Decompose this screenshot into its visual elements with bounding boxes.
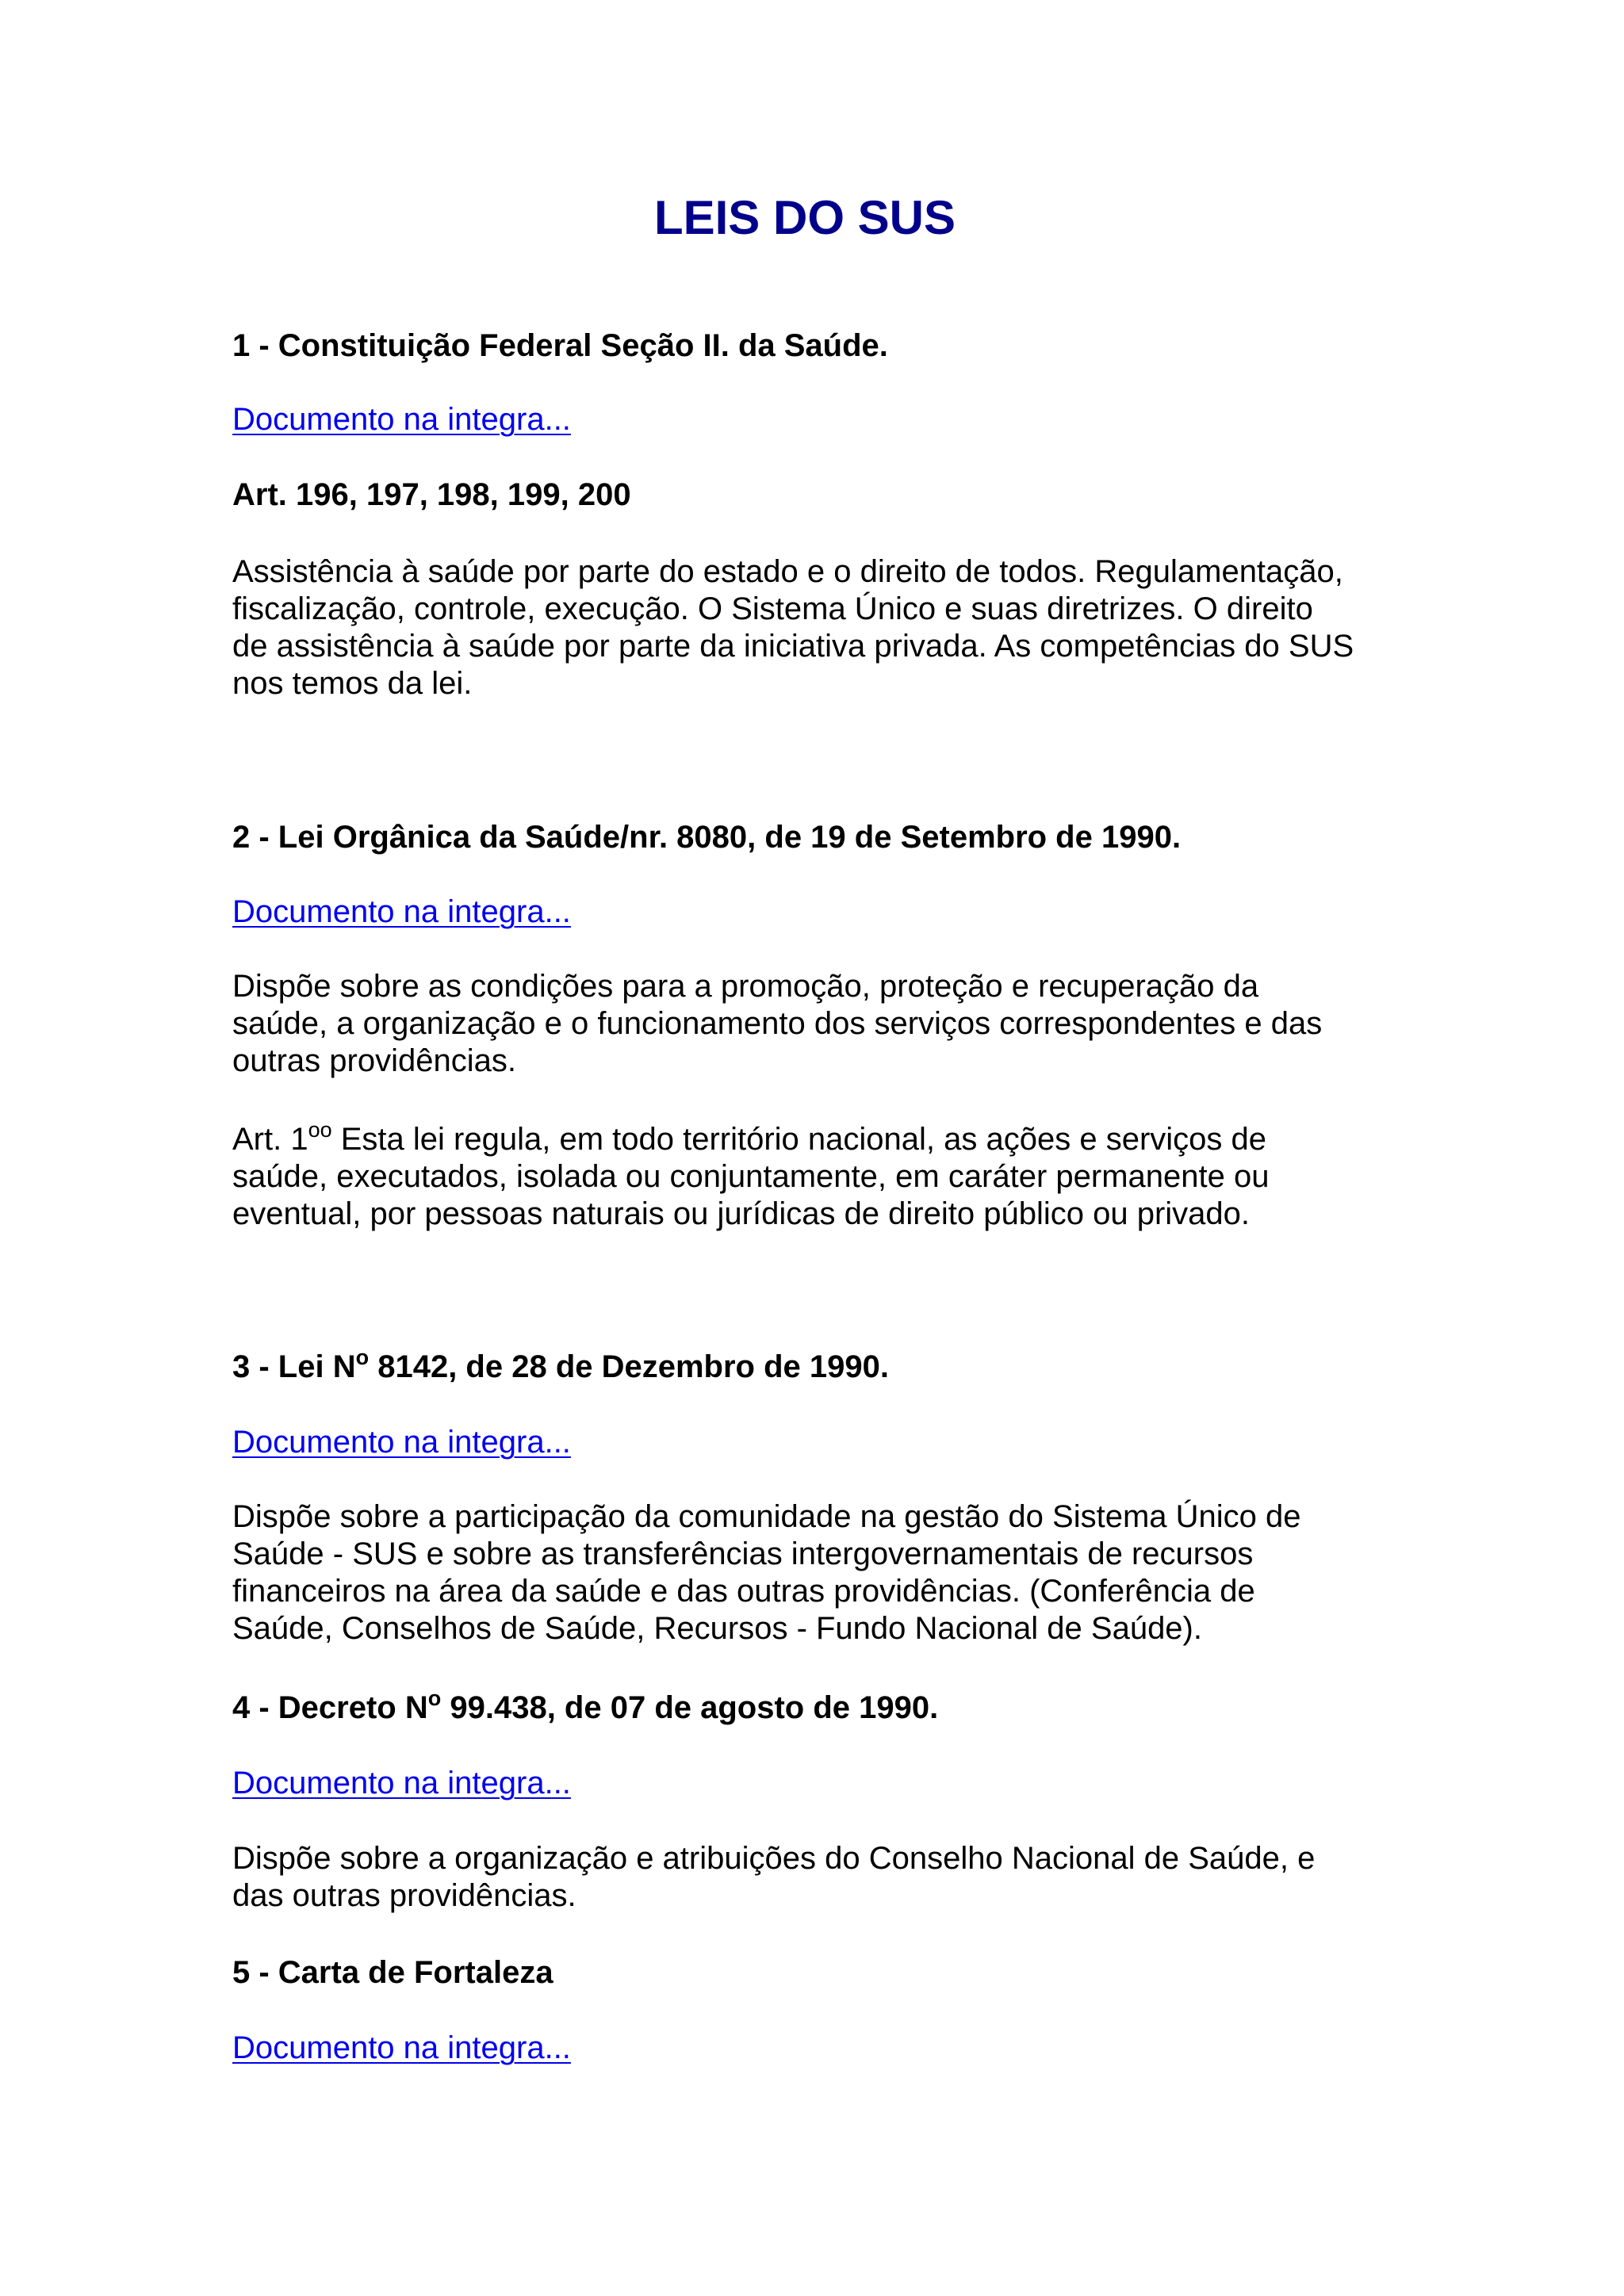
heading-superscript: o xyxy=(355,1345,370,1369)
section-2-article-line: saúde, executados, isolada ou conjuntamente, em caráter permanente ou xyxy=(232,1159,1270,1194)
section-4-body-line: Dispõe sobre a organização e atribuições do Conselho Nacional de Saúde, e xyxy=(232,1841,1316,1876)
article-superscript: oo xyxy=(308,1118,332,1142)
section-1-heading: 1 - Constituição Federal Seção II. da Saúde. xyxy=(232,328,888,363)
article-prefix: Art. 1 xyxy=(232,1122,308,1157)
heading-superscript: o xyxy=(427,1686,442,1710)
section-3-body-line: Saúde, Conselhos de Saúde, Recursos - Fundo Nacional de Saúde). xyxy=(232,1611,1202,1646)
section-3-body-line: Dispõe sobre a participação da comunidade na gestão do Sistema Único de xyxy=(232,1499,1301,1534)
section-1-document-link[interactable]: Documento na integra... xyxy=(232,402,571,437)
section-4-heading xyxy=(232,1686,939,1727)
section-3-heading xyxy=(232,1345,889,1386)
section-3-document-link[interactable]: Documento na integra... xyxy=(232,1425,571,1460)
section-2-body-line: saúde, a organização e o funcionamento dos serviços correspondentes e das xyxy=(232,1006,1323,1041)
section-5-heading: 5 - Carta de Fortaleza xyxy=(232,1955,553,1990)
section-3-body-line: Saúde - SUS e sobre as transferências intergovernamentais de recursos xyxy=(232,1536,1254,1571)
section-2-heading: 2 - Lei Orgânica da Saúde/nr. 8080, de 19 de Setembro de 1990. xyxy=(232,820,1182,855)
section-5-document-link[interactable]: Documento na integra... xyxy=(232,2030,571,2065)
heading-text: 8142, de 28 de Dezembro de 1990. xyxy=(369,1349,889,1384)
heading-prefix: 3 - Lei N xyxy=(232,1349,356,1384)
section-4-document-link[interactable]: Documento na integra... xyxy=(232,1766,571,1800)
section-1-articles: Art. 196, 197, 198, 199, 200 xyxy=(232,477,631,512)
section-2-body-line: outras providências. xyxy=(232,1043,516,1078)
article-text: Esta lei regula, em todo território nacional, as ações e serviços de xyxy=(331,1122,1267,1157)
heading-text: 99.438, de 07 de agosto de 1990. xyxy=(441,1690,939,1725)
section-4-body-line: das outras providências. xyxy=(232,1878,576,1913)
section-1-body-line: Assistência à saúde por parte do estado e o direito de todos. Regulamentação, xyxy=(232,554,1343,589)
section-2-article-line xyxy=(232,1120,1266,1158)
page-title: LEIS DO SUS xyxy=(653,191,956,244)
section-1-body-line: de assistência à saúde por parte da iniciativa privada. As competências do SUS xyxy=(232,629,1354,664)
section-2-document-link[interactable]: Documento na integra... xyxy=(232,894,571,929)
section-1-body-line: fiscalização, controle, execução. O Sistema Único e suas diretrizes. O direito xyxy=(232,591,1313,626)
section-2-body-line: Dispõe sobre as condições para a promoção, proteção e recuperação da xyxy=(232,969,1259,1004)
section-2-article-line: eventual, por pessoas naturais ou jurídicas de direito público ou privado. xyxy=(232,1196,1251,1231)
section-3-body-line: financeiros na área da saúde e das outras providências. (Conferência de xyxy=(232,1574,1255,1609)
section-1-body-line: nos temos da lei. xyxy=(232,666,473,701)
heading-prefix: 4 - Decreto N xyxy=(232,1690,428,1725)
